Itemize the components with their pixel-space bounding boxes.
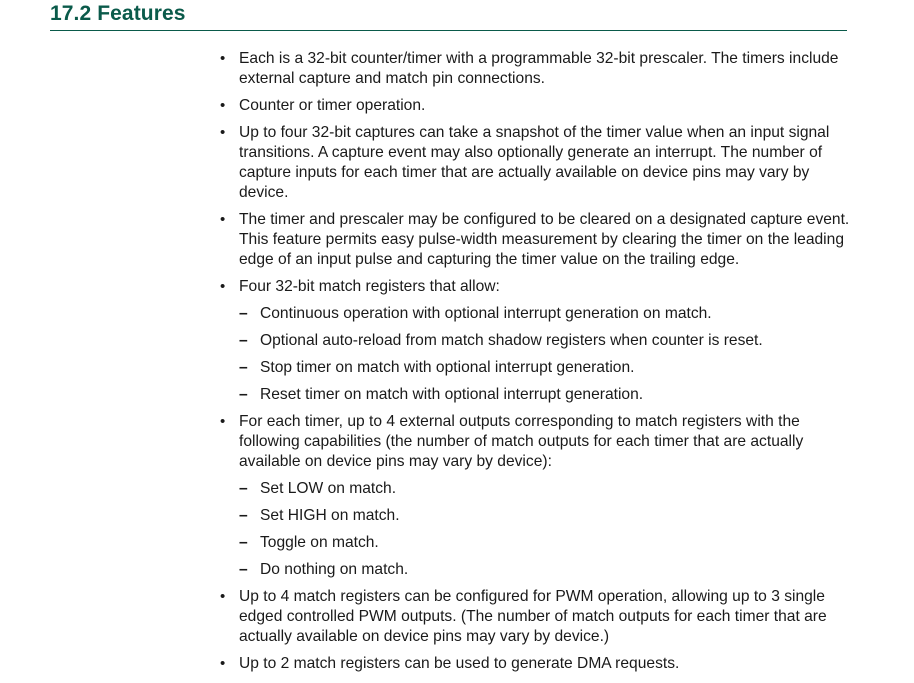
feature-text: The timer and prescaler may be configured to be cleared on a designated capture event. This feature permits easy pulse-width measurement by clearing the timer on the leading edge of an input pulse and capturing the timer value on the trailing edge. bbox=[239, 211, 850, 268]
dash-icon: – bbox=[239, 480, 248, 497]
feature-subitem-text: Toggle on match. bbox=[260, 534, 379, 551]
feature-item bbox=[220, 654, 850, 674]
feature-subitem bbox=[239, 506, 850, 526]
feature-subitem bbox=[239, 533, 850, 553]
title-rule bbox=[50, 30, 847, 31]
bullet-icon: • bbox=[220, 50, 226, 67]
section-title: 17.2 Features bbox=[50, 2, 186, 25]
feature-subitem bbox=[239, 331, 850, 351]
bullet-icon: • bbox=[220, 211, 226, 228]
feature-subitem bbox=[239, 560, 850, 580]
bullet-icon: • bbox=[220, 588, 226, 605]
feature-text: Up to 2 match registers can be used to generate DMA requests. bbox=[239, 655, 680, 672]
feature-subitem-text: Reset timer on match with optional interrupt generation. bbox=[260, 386, 644, 403]
feature-subitems bbox=[239, 479, 850, 580]
dash-icon: – bbox=[239, 359, 248, 376]
feature-item bbox=[220, 587, 850, 647]
feature-text: Four 32-bit match registers that allow: bbox=[239, 278, 500, 295]
dash-icon: – bbox=[239, 561, 248, 578]
bullet-icon: • bbox=[220, 278, 226, 295]
feature-subitem-text: Optional auto-reload from match shadow registers when counter is reset. bbox=[260, 332, 763, 349]
feature-item bbox=[220, 49, 850, 89]
dash-icon: – bbox=[239, 332, 248, 349]
feature-subitem-text: Set HIGH on match. bbox=[260, 507, 400, 524]
feature-subitem-text: Continuous operation with optional interrupt generation on match. bbox=[260, 305, 712, 322]
feature-subitem-text: Do nothing on match. bbox=[260, 561, 409, 578]
feature-item bbox=[220, 123, 850, 203]
feature-subitem bbox=[239, 358, 850, 378]
feature-subitem bbox=[239, 304, 850, 324]
bullet-icon: • bbox=[220, 413, 226, 430]
feature-text: For each timer, up to 4 external outputs corresponding to match registers with the following capabilities (the number of match outputs for each timer that are actually available on device pins may vary by device): bbox=[239, 413, 804, 470]
feature-item bbox=[220, 210, 850, 270]
bullet-icon: • bbox=[220, 655, 226, 672]
dash-icon: – bbox=[239, 305, 248, 322]
dash-icon: – bbox=[239, 507, 248, 524]
features-content bbox=[220, 49, 850, 681]
feature-subitem bbox=[239, 385, 850, 405]
features-list bbox=[220, 49, 850, 674]
bullet-icon: • bbox=[220, 97, 226, 114]
feature-item bbox=[220, 96, 850, 116]
dash-icon: – bbox=[239, 386, 248, 403]
feature-subitem-text: Set LOW on match. bbox=[260, 480, 397, 497]
bullet-icon: • bbox=[220, 124, 226, 141]
feature-subitem-text: Stop timer on match with optional interrupt generation. bbox=[260, 359, 635, 376]
feature-item bbox=[220, 412, 850, 580]
feature-text: Up to four 32-bit captures can take a snapshot of the timer value when an input signal transitions. A capture event may also optionally generate an interrupt. The number of capture inputs for each timer that are actually available on device pins may vary by device. bbox=[239, 124, 830, 201]
feature-item bbox=[220, 277, 850, 405]
feature-subitems bbox=[239, 304, 850, 405]
dash-icon: – bbox=[239, 534, 248, 551]
feature-text: Up to 4 match registers can be configured for PWM operation, allowing up to 3 single edged controlled PWM outputs. (The number of match outputs for each timer that are actually available on device pins may vary by device.) bbox=[239, 588, 827, 645]
feature-text: Each is a 32-bit counter/timer with a programmable 32-bit prescaler. The timers include external capture and match pin connections. bbox=[239, 50, 839, 87]
feature-subitem bbox=[239, 479, 850, 499]
feature-text: Counter or timer operation. bbox=[239, 97, 426, 114]
